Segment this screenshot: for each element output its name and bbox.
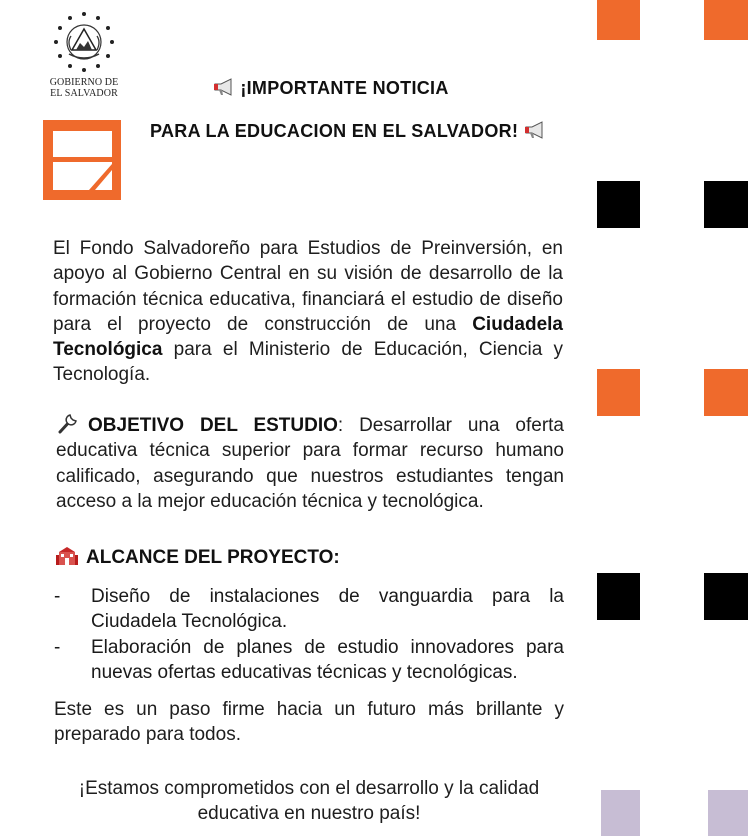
org-line-2: EL SALVADOR	[50, 88, 118, 99]
government-seal-icon	[52, 10, 116, 74]
decor-block-black	[597, 573, 640, 620]
government-seal	[42, 10, 126, 106]
scope-title-text: ALCANCE DEL PROYECTO:	[86, 547, 340, 568]
headline-text-1: ¡IMPORTANTE NOTICIA	[240, 78, 449, 98]
wrench-icon	[56, 412, 80, 434]
decor-block-orange	[597, 0, 640, 40]
objective-text: : Desarrollar una oferta educativa técnica superior para formar recurso humano calificado, asegurando que nuestros estudiantes tengan acceso a la mejor educación técnica y tecnológica.	[56, 415, 564, 512]
decor-block-lavender	[708, 790, 748, 836]
megaphone-icon	[524, 121, 546, 139]
scope-title	[56, 546, 340, 569]
decor-block-black	[704, 573, 748, 620]
scope-list	[54, 584, 564, 685]
intro-text: El Fondo Salvadoreño para Estudios de Preinversión, en apoyo al Gobierno Central en su visión de desarrollo de la formación técnica educativa, financiará el estudio de diseño para el proyecto de construcción de una	[53, 238, 563, 335]
school-icon	[56, 546, 78, 566]
headline-line-2	[150, 121, 546, 142]
list-item: - Elaboración de planes de estudio innovadores para nuevas ofertas educativas técnicas y tecnológicas.	[54, 635, 564, 686]
intro-highlight: Ciudadela Tecnológica	[53, 313, 563, 361]
decor-block-orange	[704, 369, 748, 416]
fosep-logo-icon	[43, 120, 121, 200]
objective-paragraph	[56, 412, 564, 514]
decor-block-lavender	[601, 790, 640, 836]
intro-paragraph	[53, 236, 563, 388]
decor-block-orange	[704, 0, 748, 40]
decor-block-black	[704, 181, 748, 228]
objective-label: OBJETIVO DEL ESTUDIO	[88, 415, 338, 436]
decor-block-orange	[597, 369, 640, 416]
org-line-1: GOBIERNO DE	[49, 77, 119, 88]
intro-text-end: para el Ministerio de Educación, Ciencia y Tecnología.	[53, 339, 563, 386]
headline-line-1	[213, 78, 449, 99]
headline-text-2: PARA LA EDUCACION EN EL SALVADOR!	[150, 121, 519, 141]
statement-paragraph: Este es un paso firme hacia un futuro más brillante y preparado para todos.	[54, 699, 564, 746]
decor-block-black	[597, 181, 640, 228]
megaphone-icon	[213, 78, 235, 96]
list-item: - Diseño de instalaciones de vanguardia para la Ciudadela Tecnológica.	[54, 584, 564, 635]
closing-message: ¡Estamos comprometidos con el desarrollo y la calidad educativa en nuestro país!	[78, 778, 540, 825]
